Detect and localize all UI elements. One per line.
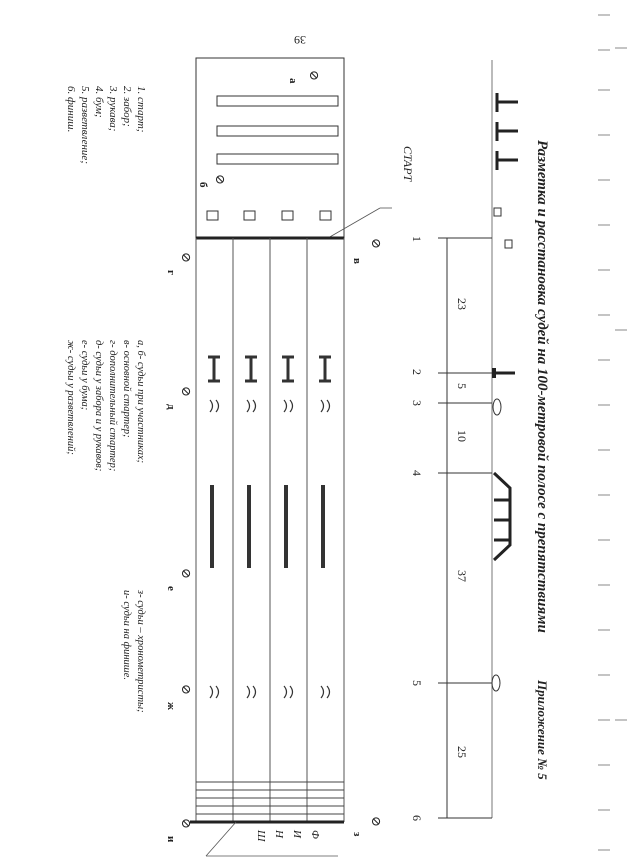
judge-zh-label: ж <box>165 702 177 710</box>
judges-legend <box>65 340 146 713</box>
finish-lane-sh: Ш <box>255 830 267 842</box>
judge-i-label: и <box>165 836 177 843</box>
start-label: СТАРТ <box>401 146 415 182</box>
legend-item: 6. финиш. <box>65 86 77 133</box>
start-post-icons <box>497 93 518 170</box>
judge-z-label: з <box>351 832 363 837</box>
binding-ticks <box>598 15 627 850</box>
judge-e-label: е <box>165 586 177 591</box>
legend-item: а, б- судьи при участниках; <box>135 340 146 464</box>
start-pointer-line <box>328 208 380 238</box>
checkpoint-1: 1 <box>410 236 424 242</box>
legend-item: и- судьи на финише. <box>121 590 132 681</box>
legend-item: ж- судьи у разветвлений; <box>65 340 76 455</box>
checkpoint-2: 2 <box>410 369 424 375</box>
judge-d-label: д <box>165 404 177 410</box>
checkpoint-4: 4 <box>410 470 424 476</box>
finish-lane-i: И <box>291 830 303 838</box>
branching-icon <box>492 675 500 691</box>
checkpoint-5: 5 <box>410 680 424 686</box>
legend-item: з- судьи – хронометристы; <box>135 590 146 713</box>
lane-diagram <box>165 58 415 856</box>
legend-item: г- дополнительный стартер; <box>107 340 118 472</box>
legend-item: 2. забор; <box>121 86 133 127</box>
judge-i-symbol: ⊘ <box>179 818 194 829</box>
schematic-strip <box>410 60 518 821</box>
judge-b-symbol: ⊘ <box>213 174 228 185</box>
distance-segment-4: 37 <box>455 570 469 582</box>
checkpoint-3: 3 <box>410 400 424 406</box>
fence-icon <box>494 368 515 378</box>
hose-icon <box>493 399 501 415</box>
judge-v-label: в <box>351 258 363 264</box>
participant-waiting-bars <box>217 96 338 164</box>
checkpoint-6: 6 <box>410 815 424 821</box>
appendix-label: Приложение № 5 <box>535 680 550 780</box>
small-box-icon <box>494 208 501 216</box>
legend-item: 5. разветвление; <box>79 86 91 164</box>
lane-beams <box>212 485 323 568</box>
distance-segment-1: 23 <box>455 298 469 310</box>
beam-icon <box>494 473 510 560</box>
distance-segment-2: 5 <box>455 383 469 389</box>
legend-item: д- судьи у забора и у рукавов; <box>93 340 104 472</box>
obstacles-legend <box>65 85 147 164</box>
dimension-ticks <box>438 238 492 818</box>
judge-z-symbol: ⊘ <box>369 816 384 827</box>
judge-g-symbol: ⊘ <box>179 252 194 263</box>
judge-a-symbol: ⊘ <box>307 70 322 81</box>
finish-lane-n: Н <box>273 830 285 838</box>
judge-a-label: а <box>287 78 299 84</box>
judge-d-symbol: ⊘ <box>179 386 194 397</box>
judge-v-symbol: ⊘ <box>369 238 384 249</box>
finish-pointer-line <box>206 822 236 856</box>
page-title: Разметка и расстановка судей на 100-метровой полосе с препятствиями <box>534 140 550 633</box>
distance-segment-3: 10 <box>455 430 469 442</box>
judge-zh-symbol: ⊘ <box>179 684 194 695</box>
legend-item: е- судьи у бума; <box>79 340 90 411</box>
judge-b-label: б <box>197 182 209 188</box>
legend-item: 1. старт; <box>135 86 147 133</box>
finish-lane-f: Ф <box>309 830 321 839</box>
legend-item: 3. рукава; <box>107 86 119 132</box>
judge-e-symbol: ⊘ <box>179 568 194 579</box>
page-number: 39 <box>294 33 306 47</box>
judge-g-label: г <box>165 270 177 275</box>
lane-start-boxes <box>207 211 331 220</box>
small-box-icon <box>505 240 512 248</box>
legend-item: 4. бум; <box>93 86 105 118</box>
legend-item: в- основной стартер; <box>121 340 132 438</box>
distance-segment-5: 25 <box>455 746 469 758</box>
